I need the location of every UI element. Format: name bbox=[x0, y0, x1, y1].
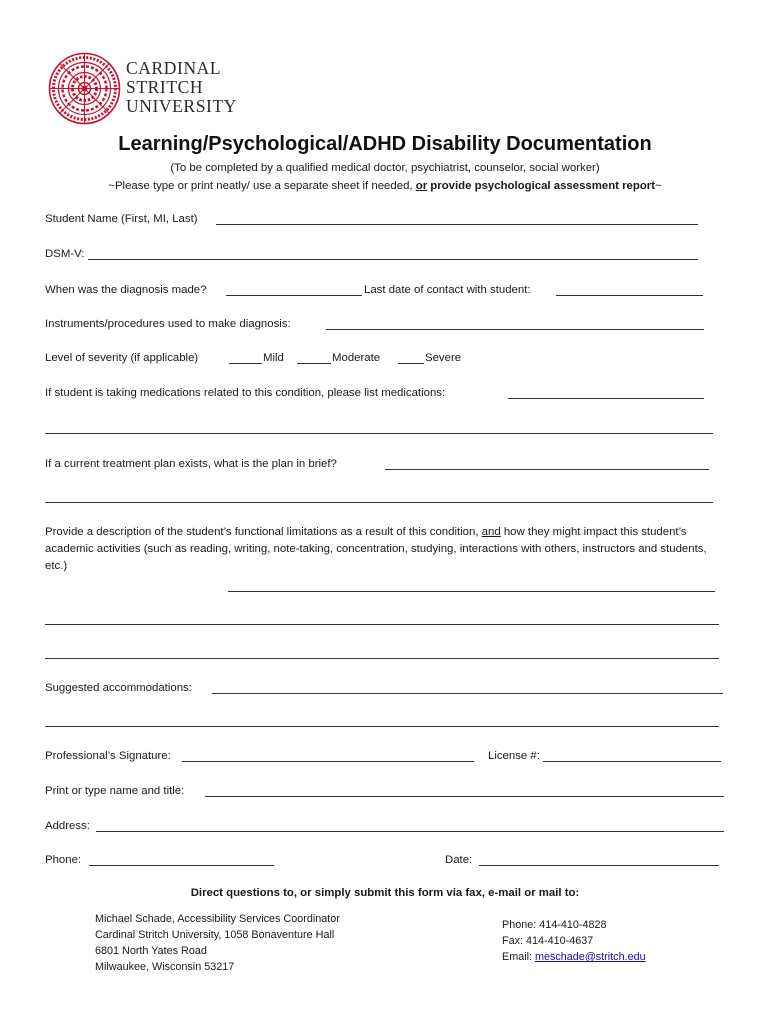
diagnosis-date-field[interactable] bbox=[226, 295, 362, 296]
license-field[interactable] bbox=[543, 761, 721, 762]
severe-checkbox[interactable] bbox=[398, 363, 424, 364]
address-field[interactable] bbox=[96, 831, 724, 832]
signature-label: Professional’s Signature: bbox=[45, 750, 171, 762]
university-wordmark bbox=[126, 59, 237, 116]
accommodations-label: Suggested accommodations: bbox=[45, 682, 192, 694]
mild-checkbox[interactable] bbox=[229, 363, 262, 364]
subtitle-tilde: ~ bbox=[655, 180, 662, 192]
student-name-field[interactable] bbox=[216, 224, 698, 225]
medications-label: If student is taking medications related to this condition, please list medications: bbox=[45, 387, 446, 399]
limitations-field[interactable] bbox=[228, 591, 715, 592]
address-line: Michael Schade, Accessibility Services Coordinator bbox=[95, 913, 340, 925]
accommodations-field-continued[interactable] bbox=[45, 726, 719, 727]
limitations-field-line-2[interactable] bbox=[45, 624, 719, 625]
limitations-and: and bbox=[481, 526, 501, 538]
mild-label: Mild bbox=[263, 352, 284, 364]
university-seal-icon bbox=[48, 52, 121, 125]
subtitle-notes bbox=[0, 180, 770, 192]
signature-field[interactable] bbox=[182, 761, 474, 762]
limitations-prompt bbox=[45, 524, 725, 575]
limitations-prompt-text-2: how they might impact this student’s academic activities (such as reading, writing, note-taking, concentration, studying, interactions with others, instructors and students, etc.) bbox=[45, 526, 707, 572]
dsm-field[interactable] bbox=[88, 259, 698, 260]
date-field[interactable] bbox=[479, 865, 719, 866]
submission-instructions: Direct questions to, or simply submit this form via fax, e-mail or mail to: bbox=[190, 887, 580, 899]
dsm-label: DSM-V: bbox=[45, 248, 85, 260]
wordmark-line: CARDINAL bbox=[126, 58, 222, 78]
moderate-label: Moderate bbox=[332, 352, 381, 364]
limitations-field-line-3[interactable] bbox=[45, 658, 719, 659]
contact-address bbox=[95, 911, 340, 975]
contact-details bbox=[502, 917, 646, 965]
severe-label: Severe bbox=[425, 352, 462, 364]
last-contact-label: Last date of contact with student: bbox=[364, 284, 531, 296]
contact-email-row bbox=[502, 949, 646, 965]
limitations-prompt-text: Provide a description of the student’s functional limitations as a result of this condition, bbox=[45, 526, 482, 538]
print-name-field[interactable] bbox=[205, 796, 724, 797]
diagnosis-date-label: When was the diagnosis made? bbox=[45, 284, 207, 296]
subtitle-notes-text: ~Please type or print neatly/ use a separate sheet if needed, bbox=[108, 180, 416, 192]
document-title: Learning/Psychological/ADHD Disability Documentation bbox=[118, 133, 652, 155]
wordmark-line: UNIVERSITY bbox=[126, 96, 237, 116]
email-link[interactable]: meschade@stritch.edu bbox=[535, 951, 646, 963]
student-name-label: Student Name (First, MI, Last) bbox=[45, 213, 198, 225]
contact-phone: Phone: 414-410-4828 bbox=[502, 919, 607, 931]
license-label: License #: bbox=[488, 750, 540, 762]
treatment-plan-label: If a current treatment plan exists, what is the plan in brief? bbox=[45, 458, 337, 470]
moderate-checkbox[interactable] bbox=[297, 363, 331, 364]
severity-label: Level of severity (if applicable) bbox=[45, 352, 199, 364]
print-name-label: Print or type name and title: bbox=[45, 785, 185, 797]
instruments-label: Instruments/procedures used to make diagnosis: bbox=[45, 318, 291, 330]
medications-field-continued[interactable] bbox=[45, 433, 713, 434]
address-line: Cardinal Stritch University, 1058 Bonaventure Hall bbox=[95, 929, 335, 941]
treatment-plan-field[interactable] bbox=[385, 469, 709, 470]
medications-field[interactable] bbox=[508, 398, 704, 399]
contact-fax: Fax: 414-410-4637 bbox=[502, 935, 594, 947]
contact-email-label: Email: bbox=[502, 951, 535, 963]
address-line: Milwaukee, Wisconsin 53217 bbox=[95, 961, 235, 973]
subtitle-instructions: (To be completed by a qualified medical doctor, psychiatrist, counselor, social worker) bbox=[170, 162, 600, 174]
address-label: Address: bbox=[45, 820, 90, 832]
phone-field[interactable] bbox=[89, 865, 274, 866]
instruments-field[interactable] bbox=[326, 329, 704, 330]
accommodations-field[interactable] bbox=[212, 693, 723, 694]
phone-label: Phone: bbox=[45, 854, 82, 866]
treatment-plan-field-continued[interactable] bbox=[45, 502, 713, 503]
date-label: Date: bbox=[445, 854, 473, 866]
subtitle-report: provide psychological assessment report bbox=[427, 180, 656, 192]
last-contact-field[interactable] bbox=[556, 295, 703, 296]
subtitle-or: or bbox=[415, 180, 428, 192]
wordmark-line: STRITCH bbox=[126, 77, 204, 97]
address-line: 6801 North Yates Road bbox=[95, 945, 207, 957]
